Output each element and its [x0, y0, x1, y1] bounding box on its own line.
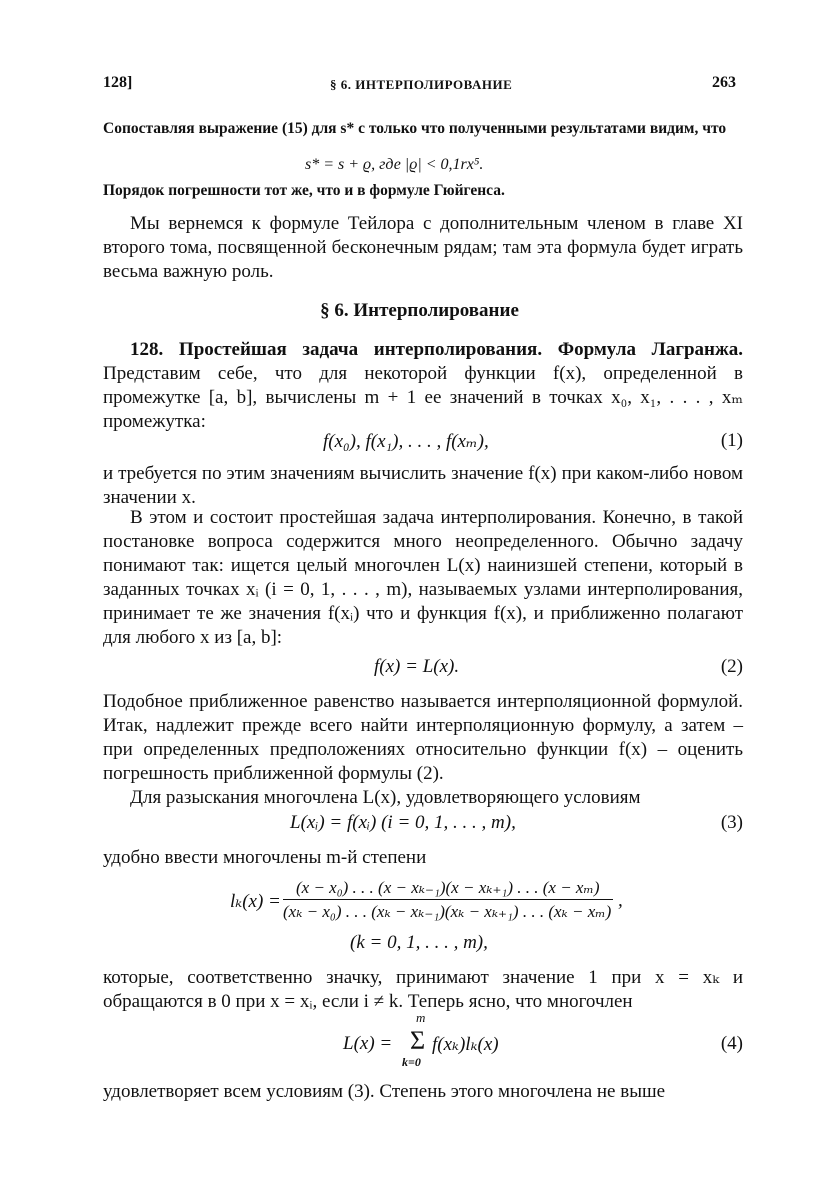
header-title: § 6. ИНТЕРПОЛИРОВАНИЕ	[330, 77, 513, 92]
sum-lower-limit: k=0	[402, 1055, 421, 1069]
paragraph-introduce-polynomials: удобно ввести многочлены m-й степени	[103, 847, 427, 868]
paragraph-problem-statement	[103, 338, 743, 434]
paragraph-lk-properties: которые, соответственно значку, принимают значение 1 при x = xₖ и обращаются в 0 при x = xᵢ, если i ≠ k. Теперь ясно, что многочлен	[103, 967, 743, 1012]
formula-lk-denominator: (xₖ − x₀) . . . (xₖ − xₖ₋₁)(xₖ − xₖ₊₁) . . . (xₖ − xₘ)	[283, 902, 612, 921]
formula-s-star: s* = s + ϱ, где |ϱ| < 0,1rx⁵.	[305, 156, 484, 173]
formula-approximation: f(x) = L(x).	[374, 656, 460, 677]
header-section-number: 128]	[103, 74, 133, 91]
formula-values-list: f(x₀), f(x₁), . . . , f(xₘ),	[323, 431, 489, 452]
paragraph-search-polynomial: Для разыскания многочлена L(x), удовлетворяющего условиям	[130, 787, 641, 808]
paragraph-problem-text: Представим себе, что для некоторой функции f(x), определенной в промежутке [a, b], вычислены m + 1 ее значений в точках x₀, x₁, . . . , xₘ промежутка:	[103, 363, 743, 432]
formula-conditions: L(xᵢ) = f(xᵢ) (i = 0, 1, . . . , m),	[290, 812, 516, 833]
subsection-title: 128. Простейшая задача интерполирования. Формула Лагранжа.	[130, 339, 743, 360]
formula-lk-left: lₖ(x) =	[230, 891, 281, 912]
section-title: § 6. Интерполирование	[320, 300, 519, 321]
equation-number-3: (3)	[720, 812, 743, 833]
equation-number-4: (4)	[720, 1033, 743, 1054]
fraction-bar	[283, 899, 613, 900]
formula-L-right: f(xₖ)lₖ(x)	[432, 1034, 499, 1055]
paragraph-requirement: и требуется по этим значениям вычислить значение f(x) при каком-либо новом значении x.	[103, 463, 743, 508]
formula-lk-range: (k = 0, 1, . . . , m),	[350, 932, 488, 953]
page-number: 263	[712, 74, 736, 91]
formula-L-left: L(x) =	[343, 1033, 393, 1054]
sum-upper-limit: m	[416, 1010, 426, 1025]
paragraph-interpolation-definition: В этом и состоит простейшая задача интерполирования. Конечно, в такой постановке вопроса содержится много неопределенного. Обычно задачу понимают так: ищется целый многочлен L(x) наинизшей степени, который в заданных точках xᵢ (i = 0, 1, . . . , m), называемых узлами интерполирования, принимает те же значения f(xᵢ) что и функция f(x), и приближенно полагают для любого x из [a, b]:	[103, 507, 743, 648]
formula-lk-comma: ,	[618, 890, 623, 911]
paragraph-comparison: Сопоставляя выражение (15) для s* с только что полученными результатами видим, что	[103, 120, 727, 137]
paragraph-error-order: Порядок погрешности тот же, что и в формуле Гюйгенса.	[103, 182, 505, 199]
sigma-symbol: Σ	[410, 1026, 426, 1055]
equation-number-1: (1)	[720, 430, 743, 451]
paragraph-taylor-reference: Мы вернемся к формуле Тейлора с дополнительным членом в главе XI второго тома, посвященной бесконечным рядам; там эта формула будет играть весьма важную роль.	[103, 213, 743, 282]
paragraph-degree: удовлетворяет всем условиям (3). Степень этого многочлена не выше	[103, 1081, 666, 1102]
equation-number-2: (2)	[720, 656, 743, 677]
paragraph-interpolation-formula: Подобное приближенное равенство называется интерполяционной формулой. Итак, надлежит прежде всего найти интерполяционную формулу, а затем – при определенных предположениях относительно функции f(x) – оценить погрешность приближенной формулы (2).	[103, 691, 743, 784]
formula-lk-numerator: (x − x₀) . . . (x − xₖ₋₁)(x − xₖ₊₁) . . . (x − xₘ)	[296, 878, 600, 897]
